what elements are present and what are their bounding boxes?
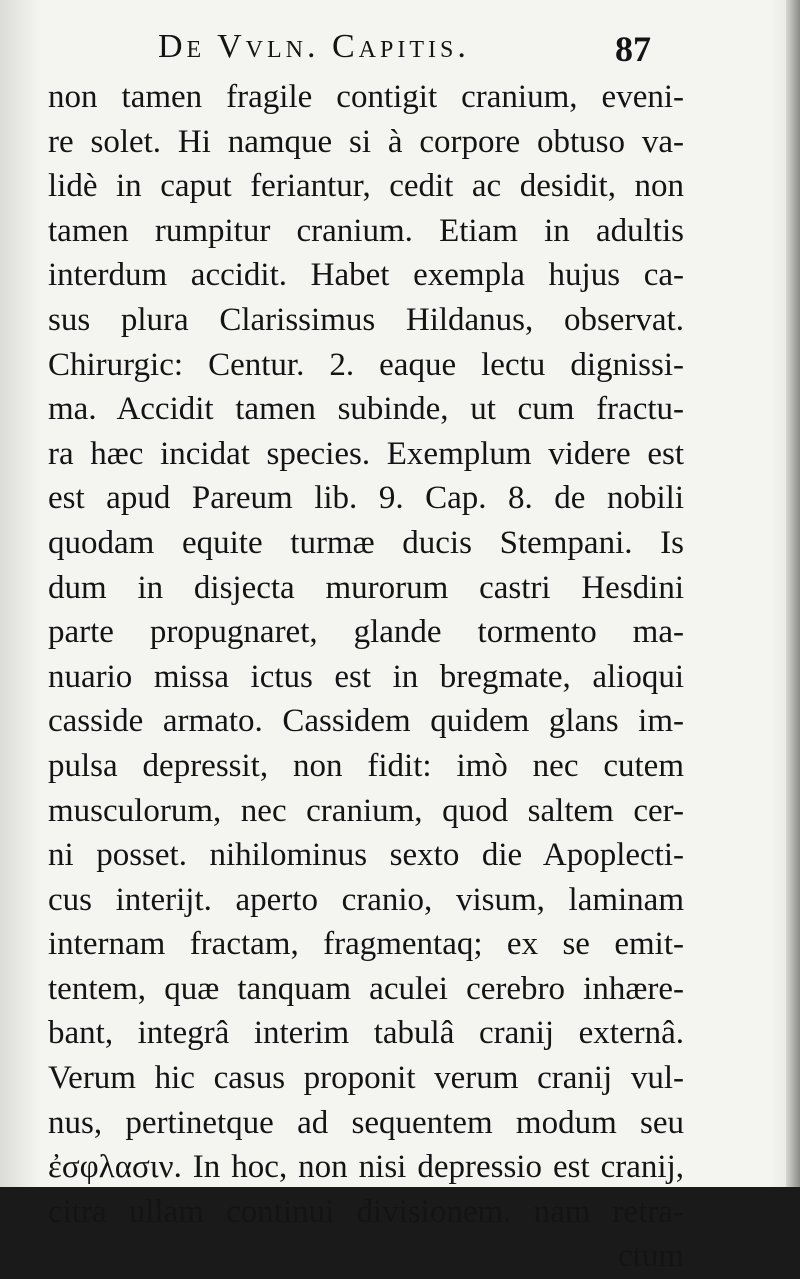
text-line: internam fractam, fragmentaq; ex se emit- — [48, 926, 684, 963]
page-number: 87 — [615, 29, 651, 69]
text-line: sus plura Clarissimus Hildanus, observat. — [48, 301, 684, 338]
text-line: Verum hic casus proponit verum cranij vul- — [48, 1060, 684, 1097]
text-line: nuario missa ictus est in bregmate, alioqui — [48, 658, 684, 695]
text-line: non tamen fragile contigit cranium, eveni- — [48, 79, 684, 115]
text-line: dum in disjecta murorum castri Hesdini — [48, 569, 684, 606]
text-line: citra ullam continui divisionem. nam retra- — [48, 1193, 684, 1230]
text-line: est apud Pareum lib. 9. Cap. 8. de nobili — [48, 480, 684, 517]
text-line: bant, integrâ interim tabulâ cranij externâ. — [48, 1015, 684, 1052]
text-line: ra hæc incidat species. Exemplum videre est — [48, 435, 684, 472]
text-line: nus, pertinetque ad sequentem modum seu — [48, 1104, 684, 1141]
text-line: Chirurgic: Centur. 2. eaque lectu dignissi- — [48, 346, 684, 383]
text-line: interdum accidit. Habet exempla hujus ca- — [48, 257, 684, 294]
running-title: De Vvln. Capitis. — [158, 28, 470, 65]
text-line: re solet. Hi namque si à corpore obtuso va- — [48, 123, 684, 160]
text-line: pulsa depressit, non fidit: imò nec cutem — [48, 747, 684, 784]
text-line: tentem, quæ tanquam aculei cerebro inhære- — [48, 970, 684, 1007]
page-edge-shadow — [786, 0, 800, 1187]
body-text — [48, 75, 684, 1279]
text-line: musculorum, nec cranium, quod saltem cer- — [48, 792, 684, 829]
text-line: lidè in caput feriantur, cedit ac desidit, non — [48, 168, 684, 205]
text-line: quodam equite turmæ ducis Stempani. Is — [48, 524, 684, 561]
catchword: ctum — [618, 1238, 684, 1275]
text-line: ni posset. nihilominus sexto die Apoplecti- — [48, 837, 684, 874]
text-line: parte propugnaret, glande tormento ma- — [48, 614, 684, 651]
text-line: cus interijt. aperto cranio, visum, laminam — [48, 881, 684, 918]
running-head — [150, 22, 710, 72]
text-line: ma. Accidit tamen subinde, ut cum fractu- — [48, 391, 684, 428]
text-line: tamen rumpitur cranium. Etiam in adultis — [48, 212, 684, 249]
text-line: ἐσφλασιν. In hoc, non nisi depressio est cranij, — [48, 1149, 684, 1186]
text-line: casside armato. Cassidem quidem glans im- — [48, 703, 684, 740]
